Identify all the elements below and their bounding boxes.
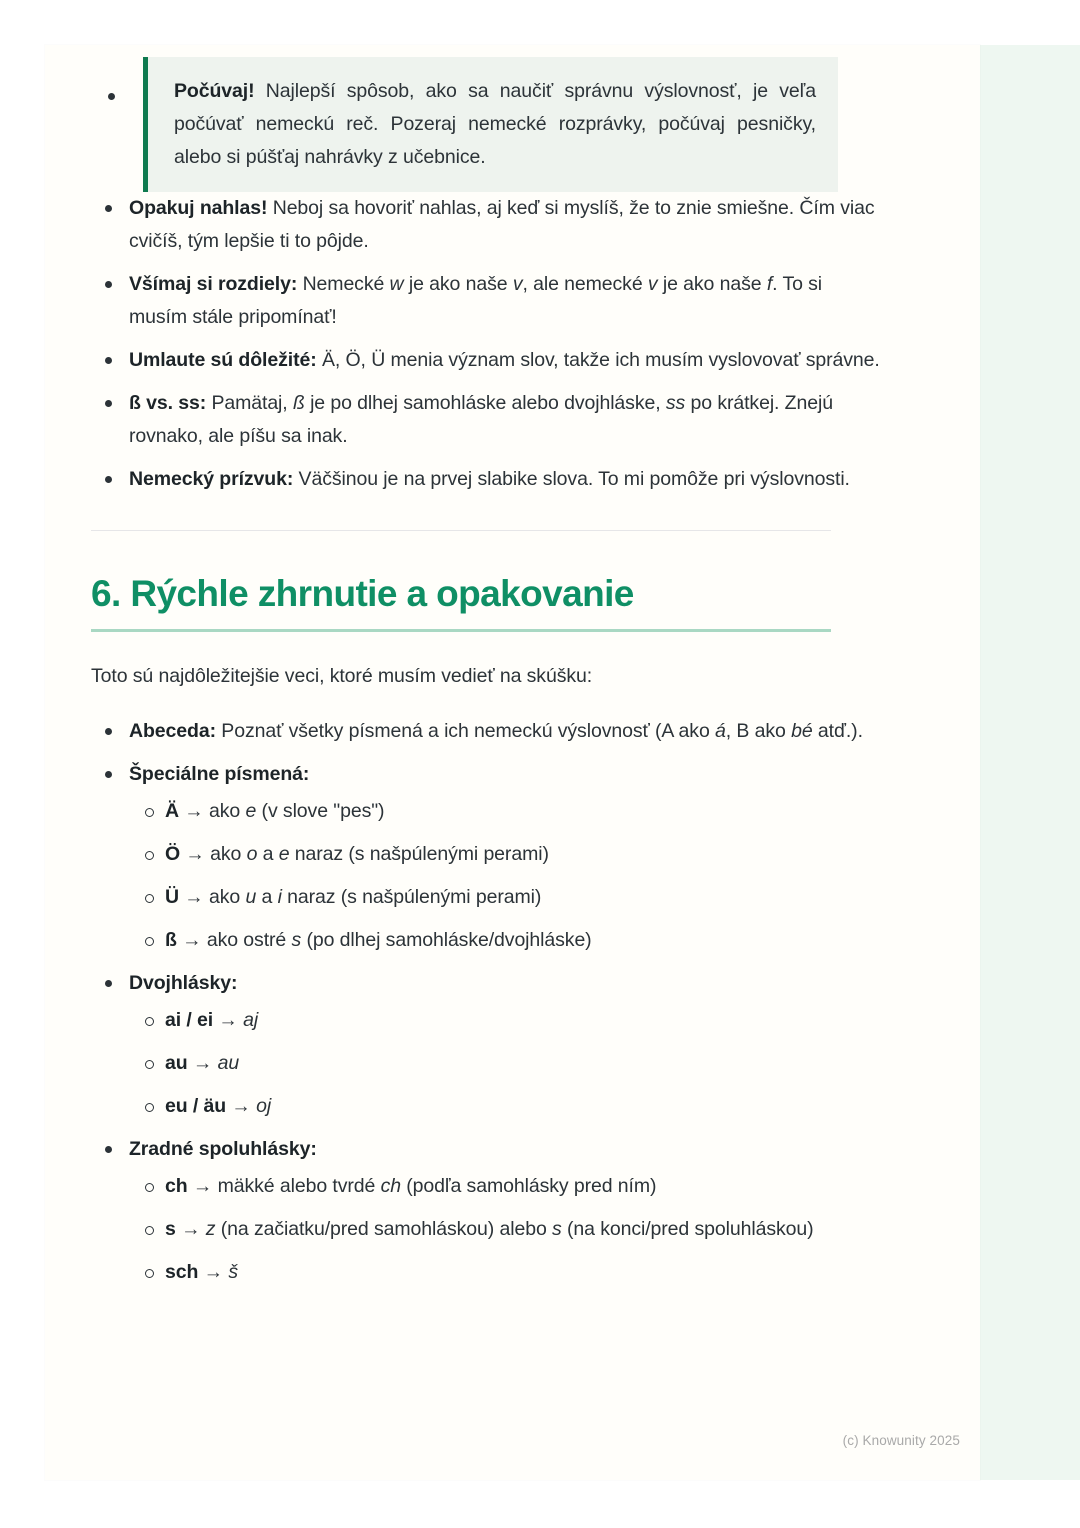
list-item-lead: Špeciálne písmená: xyxy=(129,762,310,785)
list-item-lead: Všímaj si rozdiely: xyxy=(129,273,298,295)
bold-run: ch xyxy=(165,1174,188,1197)
list-item xyxy=(91,463,881,496)
page-content xyxy=(91,45,881,1299)
list-item-lead: Dvojhlásky: xyxy=(129,971,238,994)
italic-run: ß xyxy=(292,392,305,414)
text-run: Väčšinou je na prvej slabike slova. To mi pomôže pri výslovnosti. xyxy=(293,468,850,490)
callout-body: Najlepší spôsob, ako sa naučiť správnu výslovnosť, je veľa počúvať nemeckú reč. Pozeraj nemecké rozprávky, počúvaj pesničky, alebo si púšťaj nahrávky z učebnice. xyxy=(174,80,816,168)
italic-run: f xyxy=(766,273,773,295)
text-run: → ako ostré xyxy=(176,928,292,951)
text-run: je po dlhej samohláske alebo dvojhláske, xyxy=(304,392,666,414)
text-run: naraz (s našpúlenými perami) xyxy=(281,885,542,908)
callout-bullet-marker xyxy=(108,93,115,100)
section-divider xyxy=(91,530,831,531)
sub-list-item xyxy=(129,838,881,871)
text-run: je ako naše xyxy=(403,273,513,295)
text-run: naraz (s našpúlenými perami) xyxy=(289,842,549,865)
bold-run: Ü xyxy=(165,885,179,908)
italic-run: au xyxy=(217,1051,240,1074)
italic-run: v xyxy=(512,273,523,295)
italic-run: v xyxy=(647,273,658,295)
text-run: (podľa samohlásky pred ním) xyxy=(400,1174,657,1197)
bold-run: au xyxy=(165,1051,188,1074)
text-run: → xyxy=(213,1008,244,1031)
list-item-lead: Zradné spoluhlásky: xyxy=(129,1137,317,1160)
list-item-lead: Nemecký prízvuk: xyxy=(129,468,294,490)
text-run: , B ako xyxy=(725,719,792,742)
sub-list-item xyxy=(129,1047,881,1080)
italic-run: u xyxy=(245,885,257,908)
callout-lead: Počúvaj! xyxy=(174,80,255,102)
text-run: (na začiatku/pred samohláskou) alebo xyxy=(215,1217,553,1240)
sub-list-item xyxy=(129,1256,881,1289)
italic-run: o xyxy=(246,842,258,865)
text-run: → mäkké alebo tvrdé xyxy=(187,1174,381,1197)
pronunciation-tips-list xyxy=(91,192,881,496)
text-run: → xyxy=(175,1217,206,1240)
text-run: Poznať všetky písmená a ich nemeckú výslovnosť (A ako xyxy=(215,719,716,742)
sub-list-item xyxy=(129,924,881,957)
heading-underline xyxy=(91,629,831,632)
text-run: je ako naše xyxy=(657,273,767,295)
callout-box xyxy=(143,57,838,192)
text-run: → xyxy=(226,1094,257,1117)
bold-run: Ö xyxy=(165,842,181,865)
bold-run: sch xyxy=(165,1260,199,1283)
italic-run: bé xyxy=(791,719,813,742)
italic-run: z xyxy=(205,1217,216,1240)
callout-text xyxy=(174,75,816,174)
text-run: . To si musím stále pripomínať! xyxy=(129,273,823,328)
sub-list-item xyxy=(129,795,881,828)
italic-run: i xyxy=(277,885,282,908)
bold-run: Ä xyxy=(165,799,179,822)
background-page-sheet xyxy=(975,45,1080,1480)
sub-list-item xyxy=(129,1213,881,1246)
document-page xyxy=(45,45,980,1480)
list-item-lead: Opakuj nahlas! xyxy=(129,197,268,219)
text-run: Neboj sa hovoriť nahlas, aj keď si myslíš, že to znie smiešne. Čím viac cvičíš, tým lepšie ti to pôjde. xyxy=(129,197,875,252)
sub-list xyxy=(129,795,881,957)
italic-run: w xyxy=(389,273,404,295)
text-run: (v slove "pes") xyxy=(256,799,385,822)
italic-run: ss xyxy=(665,392,686,414)
list-item xyxy=(91,387,881,453)
list-item xyxy=(91,192,881,258)
list-item xyxy=(91,268,881,334)
text-run: (po dlhej samohláske/dvojhláske) xyxy=(301,928,592,951)
sub-list-item xyxy=(129,881,881,914)
text-run: Nemecké xyxy=(297,273,390,295)
list-item xyxy=(91,715,881,748)
bold-run: ai / ei xyxy=(165,1008,214,1031)
sub-list-item xyxy=(129,1004,881,1037)
italic-run: á xyxy=(715,719,726,742)
summary-list xyxy=(91,715,881,1289)
sub-list-item xyxy=(129,1090,881,1123)
copyright-watermark: (c) Knowunity 2025 xyxy=(842,1433,960,1448)
bold-run: s xyxy=(165,1217,176,1240)
text-run: Ä, Ö, Ü menia význam slov, takže ich musím vyslovovať správne. xyxy=(316,349,880,371)
list-item xyxy=(91,967,881,1123)
text-run: → ako xyxy=(180,842,247,865)
text-run: a xyxy=(256,885,278,908)
text-run: Pamätaj, xyxy=(206,392,293,414)
italic-run: š xyxy=(228,1260,239,1283)
sub-list-item xyxy=(129,1170,881,1203)
section-intro: Toto sú najdôležitejšie veci, ktoré musím vedieť na skúšku: xyxy=(91,664,593,687)
list-item xyxy=(91,1133,881,1289)
italic-run: e xyxy=(245,799,257,822)
bold-run: eu / äu xyxy=(165,1094,227,1117)
list-item xyxy=(91,344,881,377)
text-run: a xyxy=(257,842,279,865)
list-item xyxy=(91,758,881,957)
text-run: → ako xyxy=(178,885,246,908)
text-run: → xyxy=(198,1260,229,1283)
italic-run: s xyxy=(291,928,302,951)
sub-list xyxy=(129,1004,881,1123)
italic-run: aj xyxy=(243,1008,259,1031)
text-run: po krátkej. Znejú rovnako, ale píšu sa inak. xyxy=(129,392,833,447)
sub-list xyxy=(129,1170,881,1289)
list-item-lead: Umlaute sú dôležité: xyxy=(129,349,317,371)
list-item-lead: ß vs. ss: xyxy=(129,392,207,414)
bold-run: ß xyxy=(165,928,177,951)
text-run: (na konci/pred spoluhláskou) xyxy=(561,1217,814,1240)
text-run: atď.). xyxy=(812,719,863,742)
text-run: → ako xyxy=(178,799,246,822)
text-run: → xyxy=(187,1051,218,1074)
italic-run: e xyxy=(278,842,290,865)
list-item-lead: Abeceda: xyxy=(129,719,216,742)
italic-run: s xyxy=(552,1217,562,1240)
page-title: 6. Rýchle zhrnutie a opakovanie xyxy=(91,573,634,614)
text-run: , ale nemecké xyxy=(522,273,648,295)
italic-run: oj xyxy=(256,1094,272,1117)
italic-run: ch xyxy=(380,1174,401,1197)
